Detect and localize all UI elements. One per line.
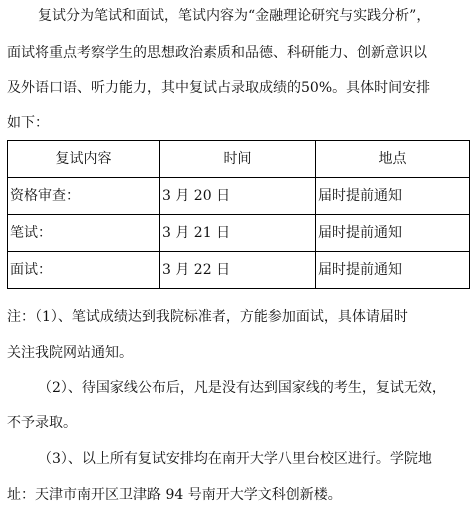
header-location: 地点 xyxy=(316,141,470,178)
note1-line1: 注：（1）、笔试成绩达到我院标准者，方能参加面试，具体请届时 xyxy=(7,309,408,325)
table-row xyxy=(8,215,470,252)
row-content: 面试： xyxy=(8,252,160,289)
note1-line2: 关注我院网站通知。 xyxy=(7,345,133,361)
row-time: 3 月 21 日 xyxy=(160,215,316,252)
schedule-table xyxy=(7,140,470,289)
table-header-row xyxy=(8,141,470,178)
row-time: 3 月 22 日 xyxy=(160,252,316,289)
row-time: 3 月 20 日 xyxy=(160,178,316,215)
row-content: 资格审查： xyxy=(8,178,160,215)
para1-line3: 及外语口语、听力能力，其中复试占录取成绩的50%。具体时间安排 xyxy=(7,80,431,96)
para1-line4: 如下： xyxy=(7,115,49,131)
para1-line2: 面试将重点考察学生的思想政治素质和品德、科研能力、创新意识以 xyxy=(7,45,427,61)
row-location: 届时提前通知 xyxy=(316,252,470,289)
note3-line1: （3）、以上所有复试安排均在南开大学八里台校区进行。学院地 xyxy=(38,451,432,467)
note3-line2: 址：天津市南开区卫津路 94 号南开大学文科创新楼。 xyxy=(7,487,342,503)
table-row xyxy=(8,252,470,289)
row-content: 笔试： xyxy=(8,215,160,252)
header-time: 时间 xyxy=(160,141,316,178)
header-content: 复试内容 xyxy=(8,141,160,178)
row-location: 届时提前通知 xyxy=(316,178,470,215)
note2-line2: 不予录取。 xyxy=(7,415,77,431)
table-row xyxy=(8,178,470,215)
row-location: 届时提前通知 xyxy=(316,215,470,252)
para1-line1: 复试分为笔试和面试，笔试内容为“金融理论研究与实践分析”， xyxy=(38,8,431,24)
note2-line1: （2）、待国家线公布后，凡是没有达到国家线的考生，复试无效， xyxy=(38,380,446,396)
